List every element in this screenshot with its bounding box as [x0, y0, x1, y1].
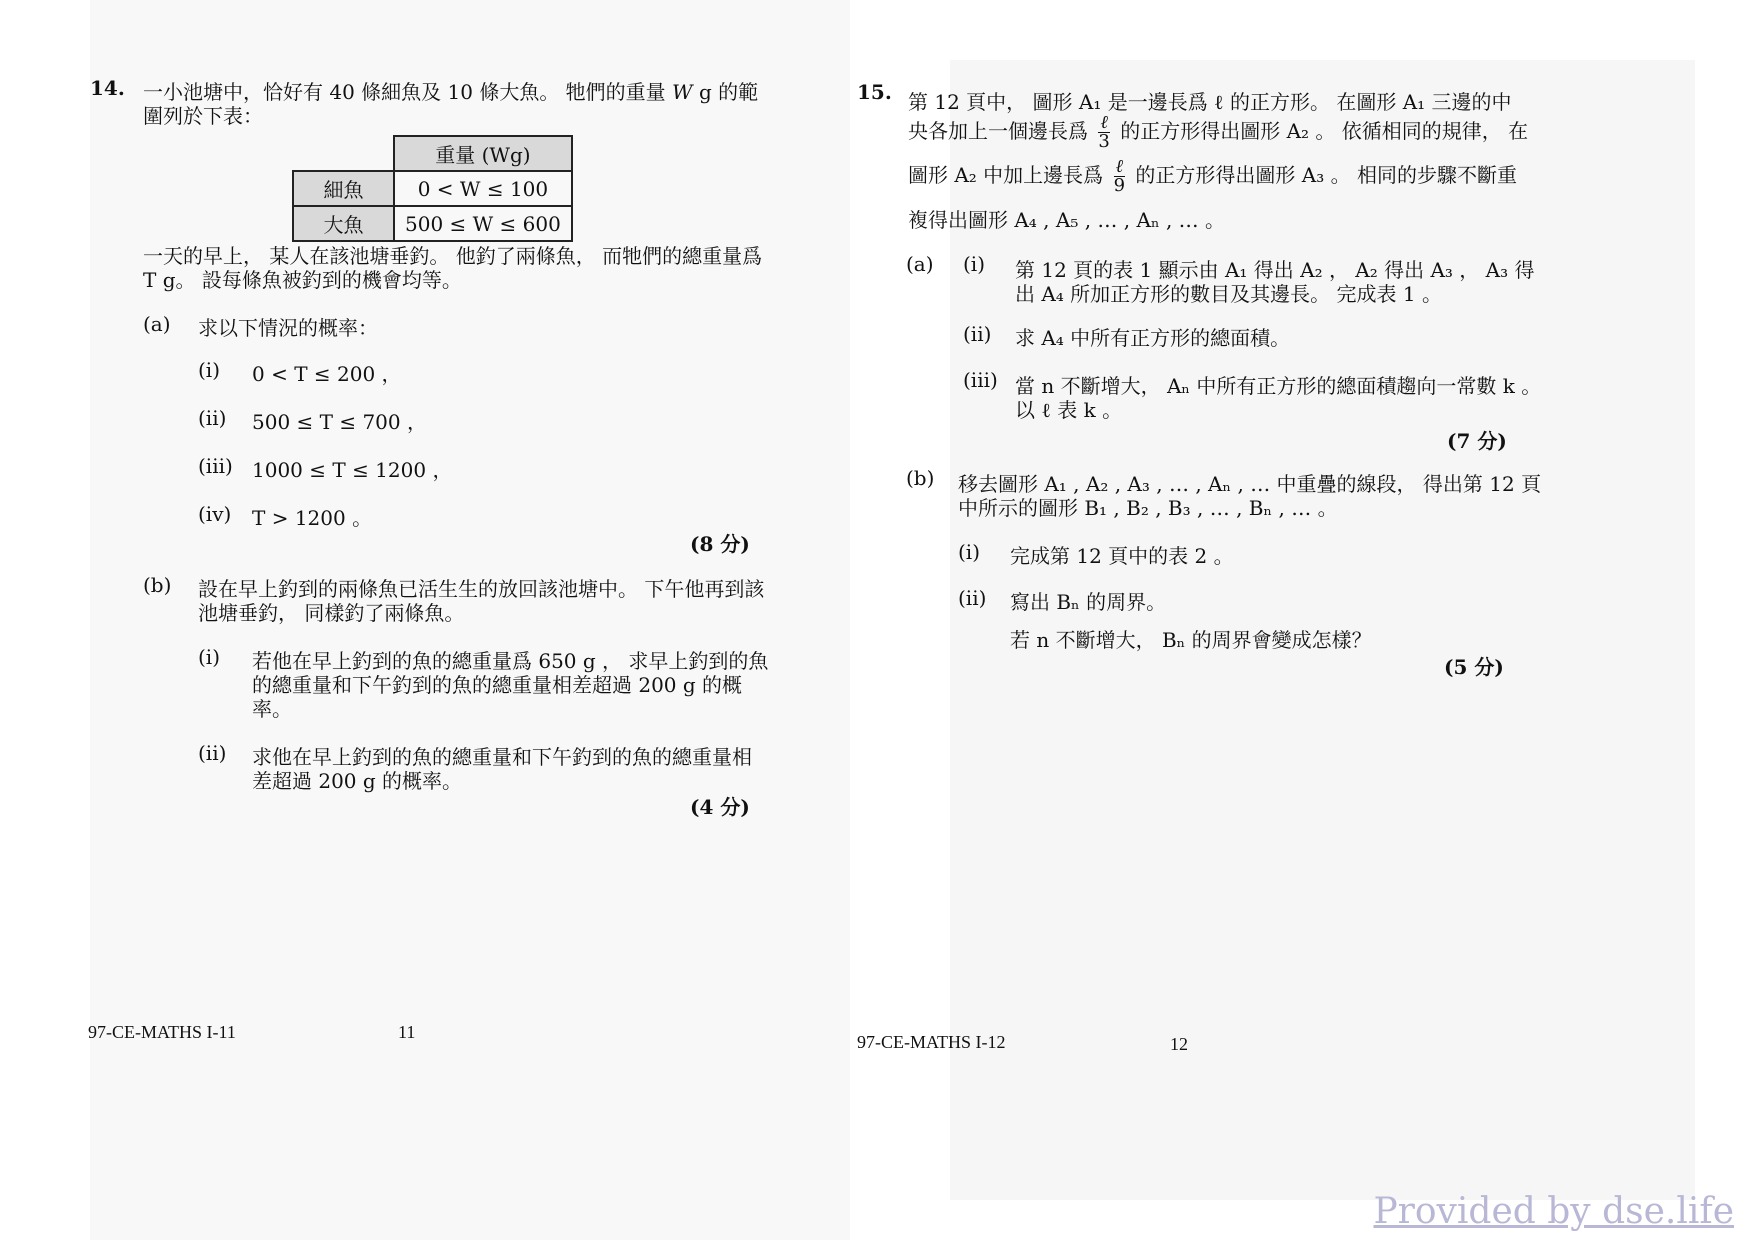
part-b-line2: 中所示的圖形 B₁ , B₂ , B₃ , … , Bₙ , … 。: [958, 496, 1338, 520]
item-line: 寫出 Bₙ 的周界。: [1010, 590, 1167, 614]
page-number: 12: [1170, 1034, 1188, 1054]
footer-code: 97-CE-MATHS I-12: [857, 1032, 1006, 1052]
question-15-number: 15.: [857, 80, 892, 104]
item-label: (i): [963, 252, 986, 276]
part-b-label: (b): [143, 573, 172, 597]
item-label: (ii): [198, 406, 227, 430]
item-line: 的總重量和下午釣到的魚的總重量相差超過 200 g 的概: [252, 673, 743, 697]
item-label: (iv): [198, 502, 232, 526]
fraction-l-over-9: $\frac{\text{ℓ}}{9}$: [1113, 156, 1126, 196]
table-row: [293, 206, 572, 241]
item-line: 若 n 不斷增大， Bₙ 的周界會變成怎樣？: [1010, 628, 1372, 652]
weight-table: [292, 135, 573, 242]
row-label-small-fish: 細魚: [293, 171, 394, 206]
item-line: 求 A₄ 中所有正方形的總面積。: [1015, 326, 1291, 350]
item-label: (ii): [958, 586, 987, 610]
item-text: 500 ≤ T ≤ 700 ，: [252, 410, 427, 434]
item-line: 出 A₄ 所加正方形的數目及其邊長。 完成表 1 。: [1015, 282, 1442, 306]
item-line: 完成第 12 頁中的表 2 。: [1010, 544, 1234, 568]
part-b-line1: 移去圖形 A₁ , A₂ , A₃ , … , Aₙ , … 中重疊的線段， 得出第 12 頁: [958, 472, 1542, 496]
item-line: 率。: [252, 697, 292, 721]
item-label: (iii): [963, 368, 998, 392]
row-range-small-fish: 0 < W ≤ 100: [394, 171, 572, 206]
item-line: 當 n 不斷增大， Aₙ 中所有正方形的總面積趨向一常數 k 。: [1015, 374, 1542, 398]
item-label: (i): [958, 540, 981, 564]
question-14-para-line1: 一天的早上， 某人在該池塘垂釣。 他釣了兩條魚， 而牠們的總重量爲: [143, 244, 763, 268]
part-b-line2: 池塘垂釣， 同樣釣了兩條魚。: [198, 601, 465, 625]
item-line: 若他在早上釣到的魚的總重量爲 650 g ， 求早上釣到的魚: [252, 649, 769, 673]
fraction-l-over-3: $\frac{\text{ℓ}}{3}$: [1098, 112, 1110, 152]
item-text: 0 < T ≤ 200 ，: [252, 362, 402, 386]
part-a-marks: (7 分): [1447, 429, 1507, 453]
part-b-marks: (4 分): [690, 795, 750, 819]
item-label: (i): [198, 645, 221, 669]
question-15-line3: 圖形 A₂ 中加上邊長爲 $\frac{\text{ℓ}}{9}$ 的正方形得出圖形 A₃ 。 相同的步驟不斷重: [908, 156, 1517, 196]
question-14-para-line2: T g。 設每條魚被釣到的機會均等。: [143, 268, 462, 292]
item-label: (ii): [963, 322, 992, 346]
question-15-line1: 第 12 頁中， 圖形 A₁ 是一邊長爲 ℓ 的正方形。 在圖形 A₁ 三邊的中: [908, 90, 1512, 114]
footer-code: 97-CE-MATHS I-11: [88, 1022, 236, 1042]
part-a-marks: (8 分): [690, 532, 750, 556]
item-label: (iii): [198, 454, 233, 478]
row-range-big-fish: 500 ≤ W ≤ 600: [394, 206, 572, 241]
watermark-link[interactable]: Provided by dse.life: [1373, 1191, 1734, 1232]
page-number: 11: [398, 1022, 416, 1042]
item-line: 第 12 頁的表 1 顯示由 A₁ 得出 A₂ ， A₂ 得出 A₃ ， A₃ 得: [1015, 258, 1535, 282]
question-15-line4: 複得出圖形 A₄ , A₅ , … , Aₙ , … 。: [908, 208, 1226, 232]
question-14-number: 14.: [90, 76, 125, 100]
part-a-label: (a): [906, 252, 934, 276]
item-line: 差超過 200 g 的概率。: [252, 769, 463, 793]
row-label-big-fish: 大魚: [293, 206, 394, 241]
item-line: 以 ℓ 表 k 。: [1015, 398, 1123, 422]
weight-table-header: 重量 (Wg): [394, 136, 572, 171]
part-a-label: (a): [143, 312, 171, 336]
part-b-marks: (5 分): [1444, 655, 1504, 679]
item-line: 求他在早上釣到的魚的總重量和下午釣到的魚的總重量相: [252, 745, 752, 769]
part-a-text: 求以下情況的概率：: [198, 316, 378, 340]
part-b-label: (b): [906, 466, 935, 490]
question-15-line2: 央各加上一個邊長爲 $\frac{\text{ℓ}}{3}$ 的正方形得出圖形 A₂ 。 依循相同的規律， 在: [908, 112, 1529, 152]
question-14-intro-line2: 圍列於下表：: [143, 104, 263, 128]
item-label: (i): [198, 358, 221, 382]
question-14-intro-line1: 一小池塘中，恰好有 40 條細魚及 10 條大魚。 牠們的重量 W g 的範: [143, 80, 759, 104]
item-label: (ii): [198, 741, 227, 765]
item-text: T > 1200 。: [252, 506, 373, 530]
table-row: [293, 171, 572, 206]
part-b-line1: 設在早上釣到的兩條魚已活生生的放回該池塘中。 下午他再到該: [198, 577, 765, 601]
item-text: 1000 ≤ T ≤ 1200 ，: [252, 458, 453, 482]
